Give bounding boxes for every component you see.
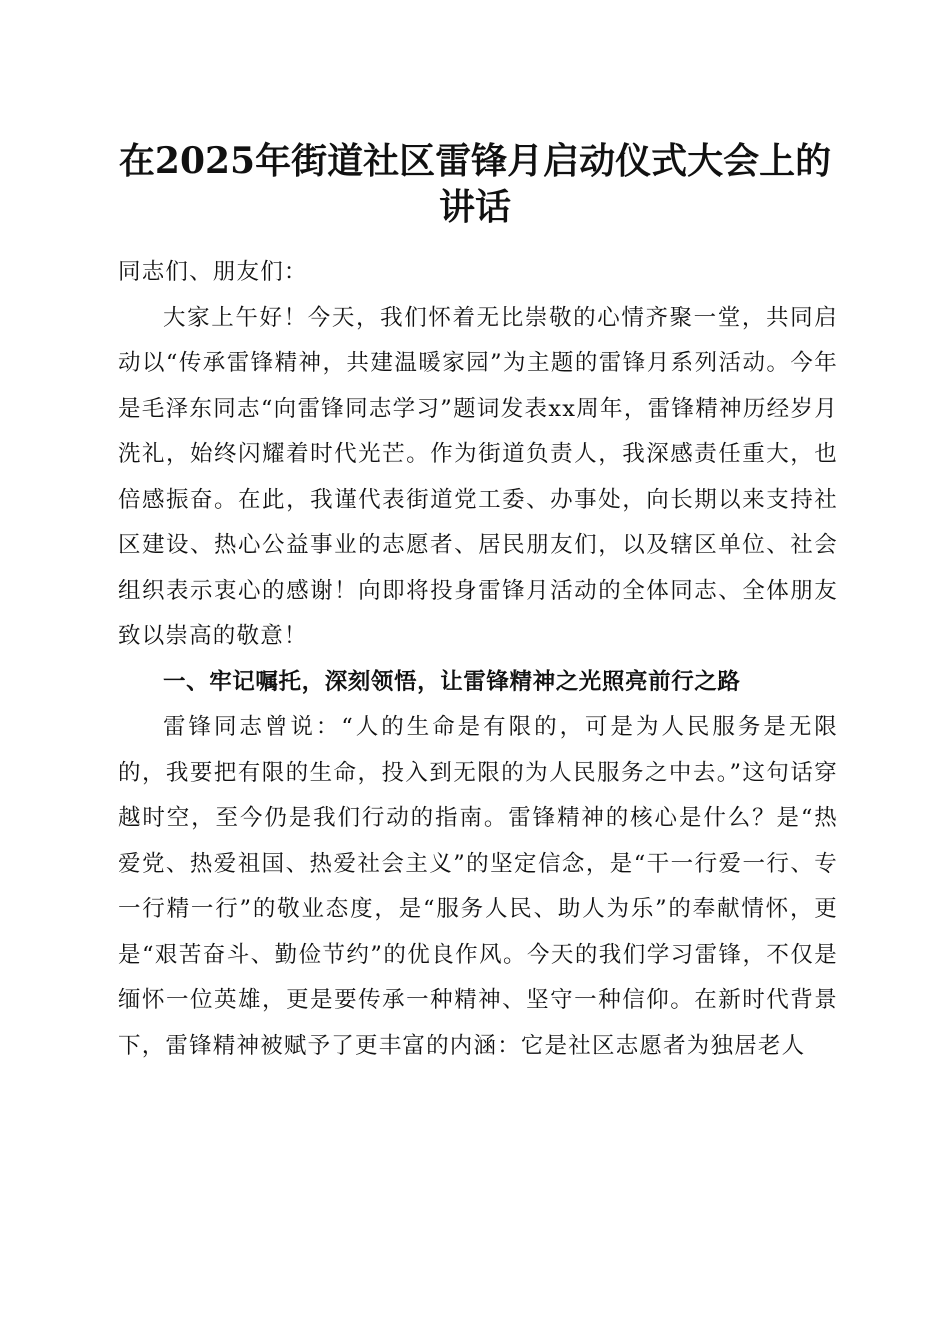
document-title-line1: 在2025年街道社区雷锋月启动仪式大会上的 [118, 140, 832, 182]
section-heading-1: 一、牢记嘱托，深刻领悟，让雷锋精神之光照亮前行之路 [163, 668, 741, 695]
salutation: 同志们、朋友们： [118, 259, 308, 285]
document-body [118, 250, 838, 1069]
document-title-line2: 讲话 [438, 186, 511, 228]
paragraph-opening: 大家上午好！今天，我们怀着无比崇敬的心情齐聚一堂，共同启动以“传承雷锋精神，共建温暖家园”为主题的雷锋月系列活动。今年是毛泽东同志“向雷锋同志学习”题词发表xx周年，雷锋精神历经岁月洗礼，始终闪耀着时代光芒。作为街道负责人，我深感责任重大，也倍感振奋。在此，我谨代表街道党工委、办事处，向长期以来支持社区建设、热心公益事业的志愿者、居民朋友们，以及辖区单位、社会组织表示衷心的感谢！向即将投身雷锋月活动的全体同志、全体朋友致以崇高的敬意！ [118, 304, 838, 649]
paragraph-section-1: 雷锋同志曾说：“人的生命是有限的，可是为人民服务是无限的，我要把有限的生命，投入到无限的为人民服务之中去。”这句话穿越时空，至今仍是我们行动的指南。雷锋精神的核心是什么？是“热爱党、热爱祖国、热爱社会主义”的坚定信念，是“干一行爱一行、专一行精一行”的敬业态度，是“服务人民、助人为乐”的奉献情怀，更是“艰苦奋斗、勤俭节约”的优良作风。今天的我们学习雷锋，不仅是缅怀一位英雄，更是要传承一种精神、坚守一种信仰。在新时代背景下，雷锋精神被赋予了更丰富的内涵：它是社区志愿者为独居老人 [118, 714, 838, 1059]
